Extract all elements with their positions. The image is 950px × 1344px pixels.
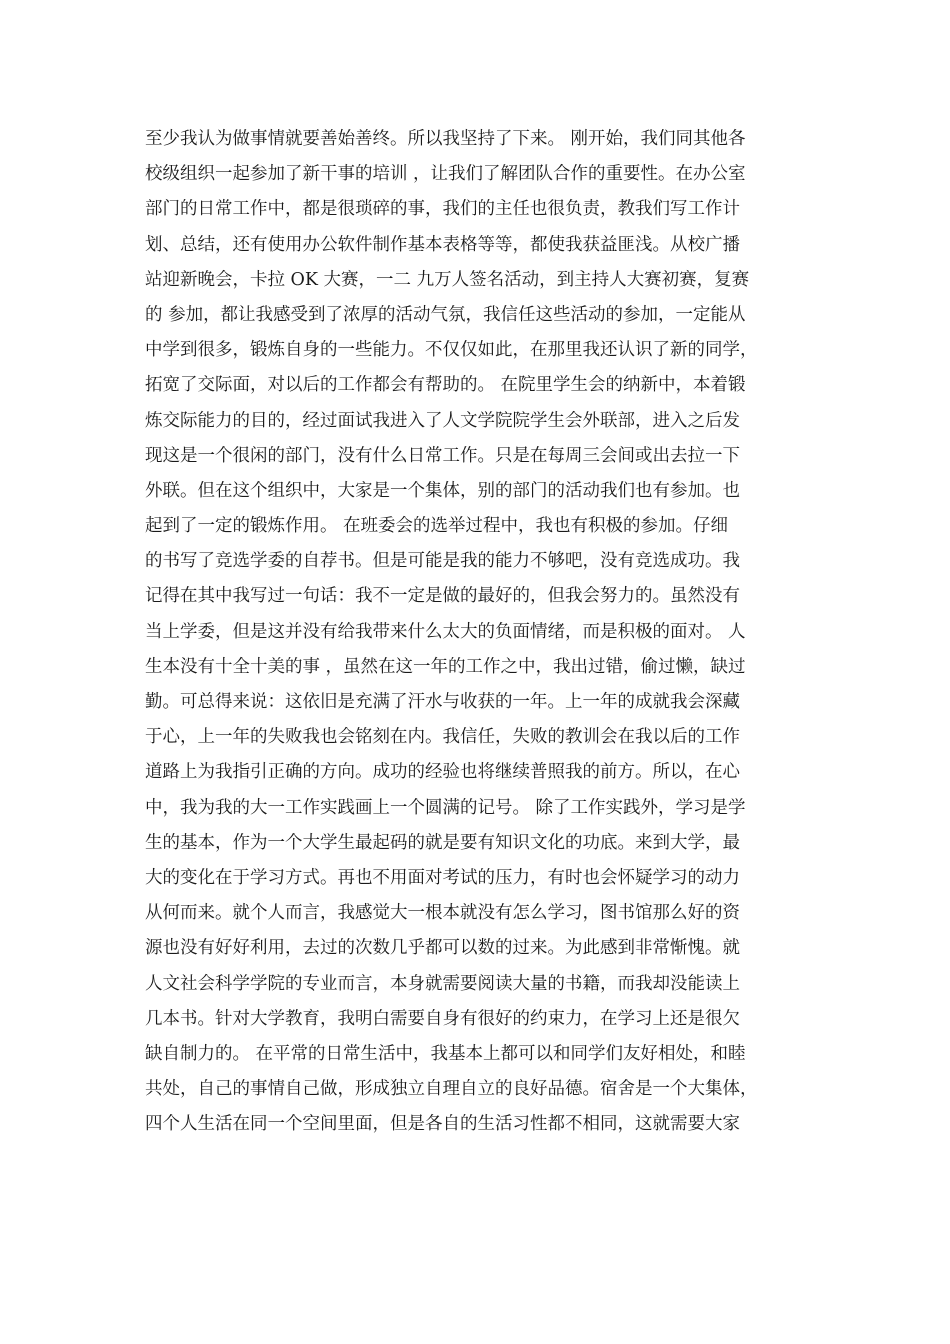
text-line: 源也没有好好利用，去过的次数几乎都可以数的过来。为此感到非常惭愧。就	[145, 938, 740, 959]
text-line: 几本书。针对大学教育，我明白需要自身有很好的约束力，在学习上还是很欠	[145, 1008, 740, 1029]
text-line: 当上学委，但是这并没有给我带来什么太大的负面情绪，而是积极的面对。 人	[145, 621, 746, 642]
text-line: 四个人生活在同一个空间里面，但是各自的生活习性都不相同，这就需要大家	[145, 1114, 740, 1135]
text-line: 的 参加，都让我感受到了浓厚的活动气氛，我信任这些活动的参加，一定能从	[145, 304, 746, 325]
text-line: 生的基本，作为一个大学生最起码的就是要有知识文化的功底。来到大学，最	[145, 832, 740, 853]
text-line: 中，我为我的大一工作实践画上一个圆满的记号。 除了工作实践外，学习是学	[145, 797, 746, 818]
text-line: 站迎新晚会，卡拉 OK 大赛，一二 九万人签名活动，到主持人大赛初赛，复赛	[145, 269, 750, 290]
text-line: 拓宽了交际面，对以后的工作都会有帮助的。 在院里学生会的纳新中，本着锻	[145, 375, 746, 396]
text-line: 缺自制力的。 在平常的日常生活中，我基本上都可以和同学们友好相处，和睦	[145, 1043, 746, 1064]
text-line: 至少我认为做事情就要善始善终。所以我坚持了下来。 刚开始，我们同其他各	[145, 129, 746, 149]
text-line: 共处，自己的事情自己做，形成独立自理自立的良好品德。宿舍是一个大集体，	[145, 1079, 758, 1100]
text-line: 现这是一个很闲的部门，没有什么日常工作。只是在每周三会间或出去拉一下	[145, 445, 740, 466]
text-line: 校级组织一起参加了新干事的培训 ，让我们了解团队合作的重要性。在办公室	[145, 164, 746, 185]
text-line: 部门的日常工作中，都是很琐碎的事，我们的主任也很负责，教我们写工作计	[145, 199, 740, 220]
text-line: 外联。但在这个组织中，大家是一个集体，别的部门的活动我们也有参加。也	[145, 480, 740, 501]
text-line: 炼交际能力的目的，经过面试我进入了人文学院院学生会外联部，进入之后发	[145, 410, 740, 431]
text-line: 于心，上一年的失败我也会铭刻在内。我信任，失败的教训会在我以后的工作	[145, 727, 740, 748]
text-line: 起到了一定的锻炼作用。 在班委会的选举过程中，我也有积极的参加。仔细	[145, 516, 729, 537]
text-line: 划、总结，还有使用办公软件制作基本表格等等，都使我获益匪浅。从校广播	[145, 234, 740, 255]
text-line: 记得在其中我写过一句话：我不一定是做的最好的，但我会努力的。虽然没有	[145, 586, 740, 607]
body-text	[145, 122, 805, 1142]
text-line: 勤。可总得来说：这依旧是充满了汗水与收获的一年。上一年的成就我会深藏	[145, 692, 740, 712]
text-line: 道路上为我指引正确的方向。成功的经验也将继续普照我的前方。所以，在心	[145, 762, 740, 783]
text-line: 中学到很多，锻炼自身的一些能力。不仅仅如此，在那里我还认识了新的同学，	[145, 340, 758, 361]
text-line: 大的变化在于学习方式。再也不用面对考试的压力，有时也会怀疑学习的动力	[145, 867, 740, 888]
text-line: 从何而来。就个人而言，我感觉大一根本就没有怎么学习，图书馆那么好的资	[145, 903, 740, 924]
text-line: 人文社会科学学院的专业而言，本身就需要阅读大量的书籍，而我却没能读上	[145, 973, 740, 994]
text-line: 生本没有十全十美的事 ，虽然在这一年的工作之中，我出过错，偷过懒，缺过	[145, 656, 746, 677]
text-line: 的书写了竞选学委的自荐书。但是可能是我的能力不够吧，没有竞选成功。我	[145, 551, 740, 572]
